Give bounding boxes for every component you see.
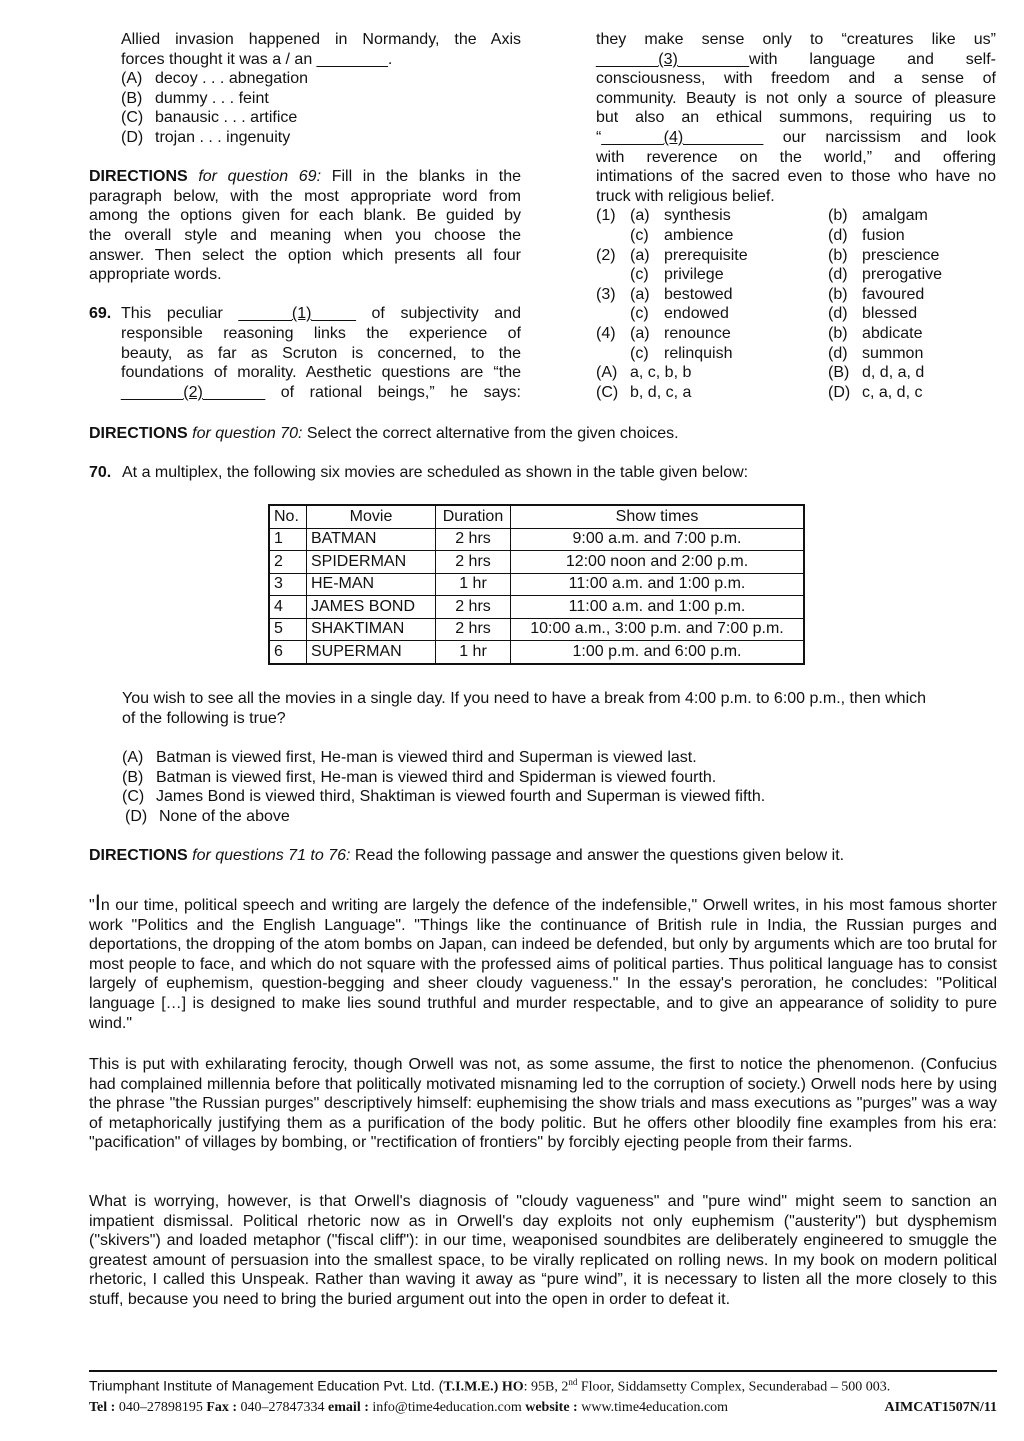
answer-label: (C)	[596, 383, 619, 401]
directions-69-line6: appropriate words.	[89, 266, 222, 284]
directions-71-76	[89, 846, 997, 866]
option-label: (C)	[121, 109, 144, 127]
footer-contact-details: Tel : 040–27898195 Fax : 040–27847334 email : info@time4education.com website : www.time4education.com	[89, 1400, 729, 1415]
directions-69-line5: answer. Then select the option which presents all four	[89, 246, 521, 264]
table-cell: 4	[269, 596, 307, 619]
table-cell: 2 hrs	[436, 618, 511, 641]
q69-line1	[89, 304, 521, 324]
option-text: trojan . . . ingenuity	[155, 128, 291, 146]
table-row	[269, 641, 804, 664]
passage-paragraph-1: "In our time, political speech and writing are largely the defence of the indefensible," Orwell writes, in his most famous shorter work "Politics and the English Language". "Things like the continuance of British rule in India, the Russian purges and deportations, the dropping of the atom bombs on Japan, can indeed be defended, but only by arguments which are too brutal for most people to face, and which do not square with the professed aims of political parties. Thus political language has to consist largely of euphemism, question-begging and sheer cloudy vagueness." In the essay's peroration, he concludes: "Political language […] is designed to make lies sound truthful and murder respectable, and to give an appearance of solidity to pure wind."	[89, 890, 997, 1032]
column-header: Duration	[436, 505, 511, 528]
q69-right-line5: but also an ethical summons, requiring us to	[596, 109, 996, 127]
table-cell: BATMAN	[307, 528, 436, 551]
table-cell: 10:00 a.m., 3:00 p.m. and 7:00 p.m.	[511, 618, 805, 641]
directions-text: Fill in the blanks in the	[331, 168, 521, 186]
q69-right-line3: consciousness, with freedom and a sense of	[596, 70, 996, 88]
q68-option-b	[89, 89, 521, 109]
q70-option-d: (D) None of the above	[125, 807, 290, 825]
directions-scope: for question 69:	[198, 168, 322, 186]
right-column	[596, 30, 996, 402]
q69-line3: beauty, as far as Scruton is concerned, to the	[121, 344, 521, 362]
drop-cap: I	[94, 890, 101, 915]
q69-right-line8: intimations of the sacred even to those who have no	[596, 168, 996, 186]
choice-row-2c: (c) privilege (d) prerogative	[630, 266, 943, 284]
table-cell: HE-MAN	[307, 573, 436, 596]
table-row	[269, 596, 804, 619]
q70-stem-text: At a multiplex, the following six movies are scheduled as shown in the table given below:	[122, 464, 749, 481]
q69-right-line2: _______(3)________with language and self-	[596, 50, 996, 68]
table-cell: 9:00 a.m. and 7:00 p.m.	[511, 528, 805, 551]
q70-question	[122, 689, 997, 728]
column-header: Show times	[511, 505, 805, 528]
answer-text: b, d, c, a	[630, 383, 692, 401]
table-cell: 2 hrs	[436, 528, 511, 551]
table-row	[269, 618, 804, 641]
q69-line5: _______(2)_______ of rational beings,” he says:	[121, 383, 521, 401]
q69-text-line1: This peculiar ______(1)_____ of subjectivity and	[121, 305, 521, 323]
left-column	[89, 30, 521, 402]
directions-text: Read the following passage and answer the questions given below it.	[354, 847, 845, 864]
option-text: dummy . . . feint	[155, 89, 269, 107]
paper-code: AIMCAT1507N/11	[884, 1400, 997, 1415]
directions-label: DIRECTIONS	[89, 168, 188, 186]
table-cell: 12:00 noon and 2:00 p.m.	[511, 551, 805, 574]
table-cell: SUPERMAN	[307, 641, 436, 664]
blank-2: (2)	[183, 383, 203, 401]
answer-label: (B)	[828, 364, 850, 382]
directions-69-line4: the overall style and meaning when you choose the	[89, 226, 521, 244]
directions-69-line3: among the options given for each blank. Be guided by	[89, 207, 521, 225]
answer-text: d, d, a, d	[862, 364, 925, 382]
q69-right-line9: truck with religious belief.	[596, 187, 775, 205]
q69-line4: foundations of morality. Aesthetic questions are “the	[121, 364, 521, 382]
option-label: (A)	[121, 70, 143, 88]
table-cell: 3	[269, 573, 307, 596]
table-cell: 2 hrs	[436, 551, 511, 574]
passage-paragraph-3: What is worrying, however, is that Orwell's diagnosis of "cloudy vagueness" and "pure wind" might seem to sanction an impatient dismissal. Political rhetoric now as in Orwell's day exploits not only euphemism ("austerity") but dysphemism ("skivers") and loaded metaphor ("fiscal cliff"): in our time, weaponised soundbites are deliberately engineered to smuggle the greatest amount of persuasion into the smallest space, to be virally replicated on rolling news. In my book on modern political rhetoric, I called this Unspeak. Rather than waving it away as “pure wind”, it is necessary to listen all the more closely to this stuff, because you need to bring the buried argument out into the open in order to defeat it.	[89, 1193, 997, 1308]
question-number: 70.	[89, 464, 112, 481]
answer-row-2	[596, 383, 996, 403]
directions-scope: for questions 71 to 76:	[192, 847, 351, 864]
column-header: Movie	[307, 505, 436, 528]
table-cell: 6	[269, 641, 307, 664]
answer-row-1	[596, 363, 996, 383]
choice-row-4c: (c) relinquish (d) summon	[630, 344, 924, 362]
q68-option-d	[89, 128, 521, 148]
table-cell: 1:00 p.m. and 6:00 p.m.	[511, 641, 805, 664]
q70-option-b: (B) Batman is viewed first, He-man is viewed third and Spiderman is viewed fourth.	[122, 768, 717, 786]
directions-scope: for question 70:	[192, 425, 303, 442]
table-cell: SPIDERMAN	[307, 551, 436, 574]
q70-stem	[89, 463, 997, 483]
q70-option-c: (C) James Bond is viewed third, Shaktiman is viewed fourth and Superman is viewed fifth.	[122, 788, 766, 806]
option-label: (B)	[121, 89, 143, 107]
q69-right-line7: with reverence on the world,” and offering	[596, 148, 996, 166]
q69-choices	[596, 206, 996, 402]
table-header-row	[269, 505, 804, 528]
table-cell: 1	[269, 528, 307, 551]
q69-right-line6: “_______(4)_________ our narcissism and look	[596, 128, 996, 146]
directions-69-line1	[89, 167, 521, 187]
table-cell: 11:00 a.m. and 1:00 p.m.	[511, 573, 805, 596]
passage-paragraph-2: This is put with exhilarating ferocity, though Orwell was not, as some assume, the first to notice the phenomenon. (Confucius had complained millennia before that politically motivated misnaming led to the corruption of society.) Orwell nods here by using the phrase "the Russian purges" descriptively himself: euphemising the show trials and mass executions as "purges" was a way of metaphorically justifying them as a purification of the body politic. But he offers other bloodily fine examples from his era: "pacification" of villages by bombing, or "rectification of frontiers" by forcibly ejecting people from their farms.	[89, 1056, 997, 1152]
directions-text: Select the correct alternative from the given choices.	[306, 425, 679, 442]
choice-row-1a: (1) (a) synthesis (b) amalgam	[596, 207, 928, 225]
table-cell: 11:00 a.m. and 1:00 p.m.	[511, 596, 805, 619]
q69-line2: responsible reasoning links the experience of	[121, 324, 521, 342]
q70-options	[122, 748, 997, 826]
blank-1: (1)	[291, 305, 312, 323]
q69-right-line1: they make sense only to “creatures like us”	[596, 31, 996, 48]
answer-label: (D)	[828, 383, 851, 401]
q69-right-line4: community. Beauty is not only a source of pleasure	[596, 89, 996, 107]
option-text: banausic . . . artifice	[155, 109, 298, 127]
movie-schedule-table	[268, 504, 805, 665]
q68-option-c	[89, 108, 521, 128]
table-cell: 2 hrs	[436, 596, 511, 619]
table-row	[269, 573, 804, 596]
blank-3: (3)	[658, 50, 678, 68]
directions-label: DIRECTIONS	[89, 847, 188, 864]
q68-option-a	[89, 69, 521, 89]
question-number: 69.	[89, 305, 112, 323]
q70-question-line2: of the following is true?	[122, 709, 286, 727]
q68-stem-line2: forces thought it was a / an ________.	[121, 50, 393, 68]
q68-stem-line1: Allied invasion happened in Normandy, the Axis	[121, 31, 521, 48]
table-row	[269, 528, 804, 551]
table-cell: 1 hr	[436, 573, 511, 596]
choice-row-3c: (c) endowed (d) blessed	[630, 305, 918, 323]
table-cell: JAMES BOND	[307, 596, 436, 619]
directions-70	[89, 424, 997, 444]
q70-option-a: (A) Batman is viewed first, He-man is viewed third and Superman is viewed last.	[122, 749, 697, 766]
answer-label: (A)	[596, 364, 618, 382]
footer-abbr: T.I.M.E.	[443, 1379, 494, 1395]
directions-69-line2: paragraph below, with the most appropriate word from	[89, 187, 521, 205]
table-cell: 2	[269, 551, 307, 574]
footer-address: Triumphant Institute of Management Education Pvt. Ltd. (T.I.M.E.) HO: 95B, 2nd Floor, Siddamsetty Complex, Secunderabad – 500 003.	[89, 1377, 891, 1395]
answer-text: c, a, d, c	[862, 383, 923, 401]
option-text: decoy . . . abnegation	[155, 70, 308, 88]
option-label: (D)	[121, 128, 144, 146]
table-cell: 5	[269, 618, 307, 641]
footer-contact	[89, 1400, 997, 1416]
choice-row-3a: (3) (a) bestowed (b) favoured	[596, 285, 925, 303]
footer-divider	[89, 1370, 997, 1372]
answer-text: a, c, b, b	[630, 364, 692, 382]
choice-row-4a: (4) (a) renounce (b) abdicate	[596, 324, 923, 342]
table-cell: 1 hr	[436, 641, 511, 664]
choice-row-2a: (2) (a) prerequisite (b) prescience	[596, 246, 940, 264]
directions-label: DIRECTIONS	[89, 425, 188, 442]
column-header: No.	[269, 505, 307, 528]
choice-row-1c: (c) ambience (d) fusion	[630, 226, 905, 244]
table-row	[269, 551, 804, 574]
blank-4: (4)	[663, 128, 684, 146]
table-cell: SHAKTIMAN	[307, 618, 436, 641]
q70-question-line1: You wish to see all the movies in a single day. If you need to have a break from 4:00 p.m. to 6:00 p.m., then which	[122, 690, 927, 707]
